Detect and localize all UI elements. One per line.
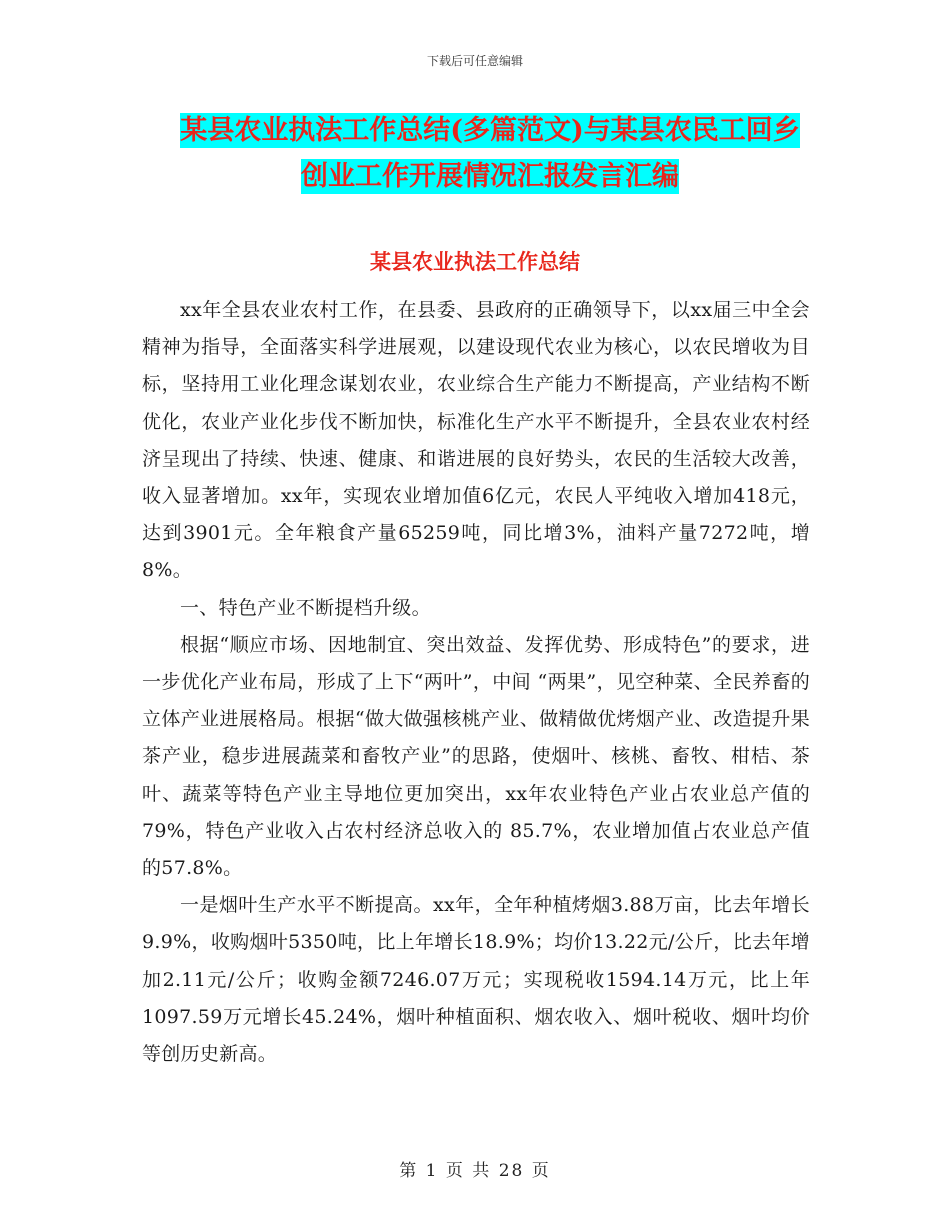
section-title: 某县农业执法工作总结 [370, 249, 580, 274]
paragraph-tobacco: 一是烟叶生产水平不断提高。xx年，全年种植烤烟3.88万亩，比去年增长9.9%，收购烟叶5350吨，比上年增长18.9%；均价13.22元/公斤，比去年增加2.11元/公斤；收购金额7246.07万元；实现税收1594.14万元，比上年1097.59万元增长45.24%，烟叶种植面积、烟农收入、烟叶税收、烟叶均价等创历史新高。 [142, 894, 810, 1066]
page-header: 下载后可任意编辑 [426, 54, 523, 68]
paragraph-heading-1: 一、特色产业不断提档升级。 [180, 596, 431, 619]
document-title [150, 108, 830, 200]
page-number: 第 1 页 共 28 页 [399, 1161, 551, 1181]
paragraph-industry: 根据“顺应市场、因地制宜、突出效益、发挥优势、形成特色”的要求，进一步优化产业布局，形成了上下“两叶”，中间 “两果”，见空种菜、全民养畜的立体产业进展格局。根据“做大做强核桃产业、做精做优烤烟产业、改造提升果茶产业，稳步进展蔬菜和畜牧产业”的思路，使烟叶、核桃、畜牧、柑桔、茶叶、蔬菜等特色产业主导地位更加突出，xx年农业特色产业占农业总产值的79%，特色产业收入占农村经济总收入的 85.7%，农业增加值占农业总产值的57.8%。 [142, 633, 810, 880]
document-title-line-2: 创业工作开展情况汇报发言汇编 [301, 161, 679, 192]
document-title-line-1: 某县农业执法工作总结(多篇范文)与某县农民工回乡 [180, 115, 800, 146]
paragraph-intro: xx年全县农业农村工作，在县委、县政府的正确领导下，以xx届三中全会精神为指导，全面落实科学进展观，以建设现代农业为核心，以农民增收为目标，坚持用工业化理念谋划农业，农业综合生产能力不断提高，产业结构不断优化，农业产业化步伐不断加快，标准化生产水平不断提升，全县农业农村经济呈现出了持续、快速、健康、和谐进展的良好势头，农民的生活较大改善，收入显著增加。xx年，实现农业增加值6亿元，农民人平纯收入增加418元，达到3901元。全年粮食产量65259吨，同比增3%，油料产量7272吨，增8%。 [142, 299, 810, 582]
body-text [142, 292, 810, 1073]
